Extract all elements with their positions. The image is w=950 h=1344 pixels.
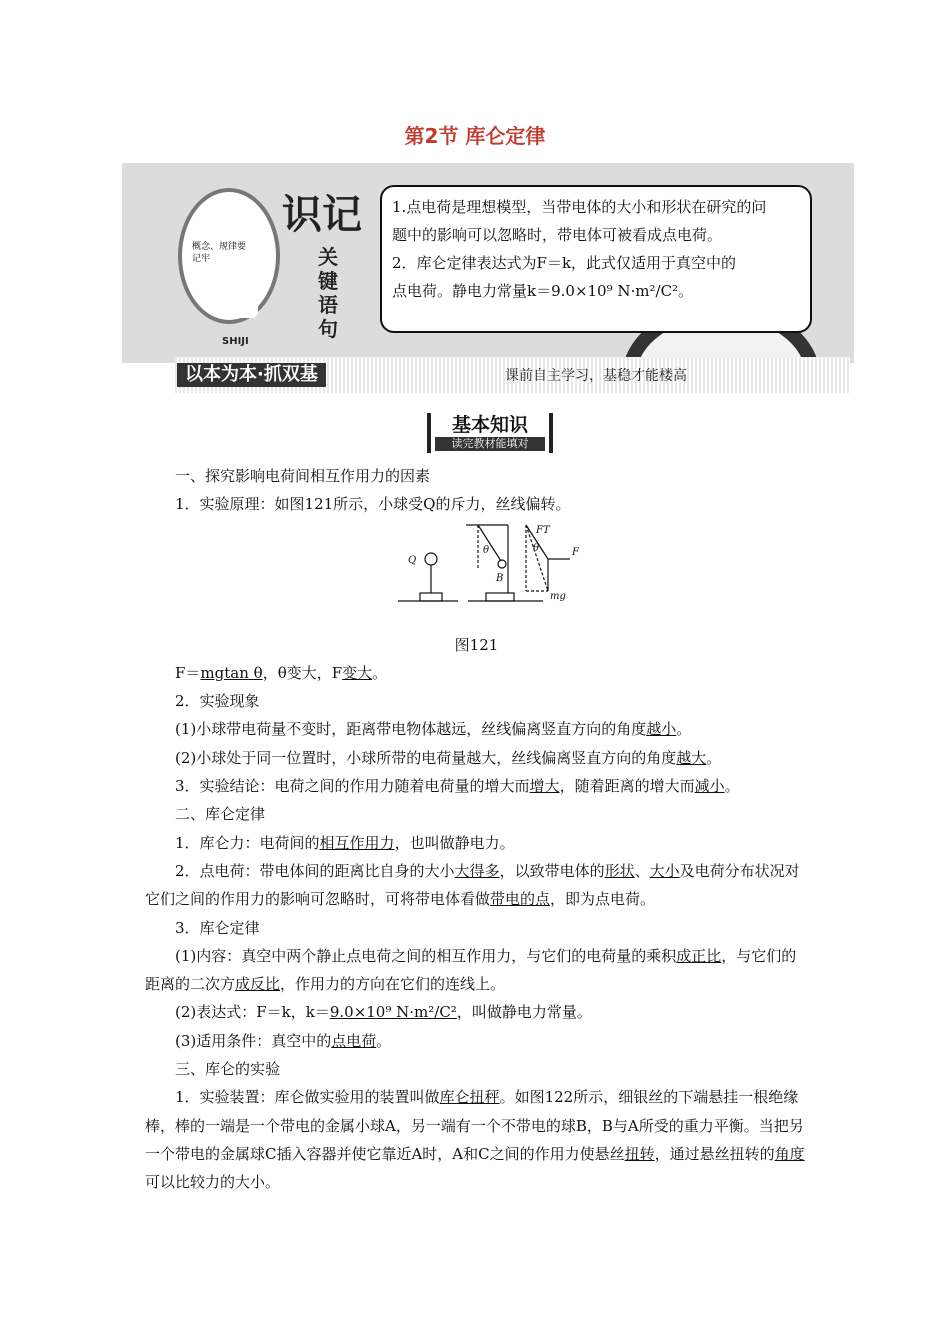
formula-line xyxy=(145,659,808,687)
answer-blank: mgtan θ xyxy=(200,663,263,682)
banner-heading: 识记 xyxy=(282,192,362,238)
text: ，即为点电荷。 xyxy=(550,890,656,909)
strip-right-label: 课前自主学习，基稳才能楼高 xyxy=(505,368,687,384)
heading-3: 三、库仑的实验 xyxy=(175,1060,281,1079)
text: (1)内容：真空中两个静止点电荷之间的相互作用力，与它们的电荷量的乘积 xyxy=(175,946,677,965)
paragraph xyxy=(145,998,808,1026)
text: (2)小球处于同一位置时，小球所带的电荷量越大，丝线偏离竖直方向的角度 xyxy=(175,748,677,767)
text: 1．实验装置：库仑做实验用的装置叫做 xyxy=(175,1088,440,1107)
page-title: 第2节 库仑定律 xyxy=(404,124,546,148)
section-header-subtitle: 读完教材能填对 xyxy=(435,437,545,451)
strip-left-label: 以本为本·抓双基 xyxy=(177,363,326,387)
key-sentence-line: 2．库仑定律表达式为F＝k，此式仅适用于真空中的 xyxy=(392,254,737,272)
text: 3．实验结论：电荷之间的作用力随着电荷量的增大而 xyxy=(175,777,530,796)
section-strip xyxy=(175,357,850,393)
text: 。 xyxy=(372,663,388,682)
paragraph xyxy=(145,829,808,857)
key-sentences-box xyxy=(380,185,812,333)
paragraph: 2．实验现象 xyxy=(175,692,260,711)
paragraph: 1．实验原理：如图121所示，小球受Q的斥力，丝线偏转。 xyxy=(175,495,571,514)
paragraph: 3．库仑定律 xyxy=(175,918,260,937)
paragraph: (3)适用条件：真空中的点电荷。 xyxy=(175,1031,392,1050)
paragraph: (1)小球带电荷量不变时，距离带电物体越远，丝线偏离竖直方向的角度越小。 xyxy=(175,720,692,739)
key-sentences-banner xyxy=(122,163,854,363)
label-b: B xyxy=(496,572,504,584)
text: 、 xyxy=(634,861,650,880)
section-header-title: 基本知识 xyxy=(451,414,528,436)
logo-text: SHIJI xyxy=(222,336,249,347)
answer-blank: 成正比 xyxy=(676,946,722,965)
label-theta-2: θ xyxy=(533,542,540,554)
paragraph xyxy=(145,942,808,999)
experiment-diagram xyxy=(398,521,588,627)
bubble-text: 概念、规律要记牢 xyxy=(192,242,247,264)
answer-blank: 成反比 xyxy=(235,975,281,994)
text: ，与它们的距离的二次方 xyxy=(145,946,797,994)
text: ，随着距离的增大而 xyxy=(559,777,695,796)
answer-blank: 库仑扭秤 xyxy=(439,1088,500,1107)
main-content xyxy=(145,462,808,1197)
answer-blank: 点电荷 xyxy=(331,1031,377,1050)
text: ，叫做静电力常量。 xyxy=(456,1003,592,1022)
text: 及电荷分布状况对它们之间的作用力的影响可忽略时，可将带电体看做 xyxy=(145,861,800,909)
answer-blank: 角度 xyxy=(774,1144,805,1163)
label-theta: θ xyxy=(483,544,490,556)
text: ，也叫做静电力。 xyxy=(394,833,515,852)
key-sentence-line: 1.点电荷是理想模型，当带电体的大小和形状在研究的问 xyxy=(392,198,767,216)
text: ，θ变大，F xyxy=(262,663,343,682)
heading-1: 一、探究影响电荷间相互作用力的因素 xyxy=(175,467,431,485)
answer-blank: 减小 xyxy=(694,777,725,796)
answer-blank: 形状 xyxy=(604,861,635,880)
paragraph xyxy=(145,857,808,914)
paragraph xyxy=(145,1083,808,1196)
label-q: Q xyxy=(408,554,417,566)
answer-blank: 增大 xyxy=(529,777,560,796)
person-icon xyxy=(232,258,258,318)
answer-blank: 扭转 xyxy=(624,1144,655,1163)
key-sentence-line: 点电荷。静电力常量k＝9.0×10⁹ N·m²/C²。 xyxy=(392,282,694,300)
answer-blank: 带电的点 xyxy=(490,890,551,909)
answer-blank: 大小 xyxy=(649,861,680,880)
text: 2．点电荷：带电体间的距离比自身的大小 xyxy=(175,861,455,880)
text: (1)小球带电荷量不变时，距离带电物体越远，丝线偏离竖直方向的角度 xyxy=(175,720,647,739)
text: 1．库仑力：电荷间的 xyxy=(175,833,320,852)
figure-caption: 图121 xyxy=(454,635,499,654)
banner-subheading: 关键语句 xyxy=(318,245,338,341)
section-header xyxy=(427,413,553,453)
answer-blank: 越大 xyxy=(676,748,707,767)
answer-blank: 大得多 xyxy=(454,861,500,880)
answer-blank: 变大 xyxy=(342,663,373,682)
text: 可以比较力的大小。 xyxy=(145,1173,281,1192)
heading-2: 二、库仑定律 xyxy=(175,805,266,824)
answer-blank: 越小 xyxy=(646,720,677,739)
label-mg: mg xyxy=(550,590,566,602)
answer-blank: 相互作用力 xyxy=(319,833,395,852)
text: ，作用力的方向在它们的连线上。 xyxy=(280,975,506,994)
label-ft: FT xyxy=(536,524,550,536)
text: 。如图122所示，细银丝的下端悬挂一根绝缘棒，棒的一端是一个带电的金属小球A，另一端有一个不带电的球B，B与A所受的重力平衡。当把另一个带电的金属球C插入容器并使它靠近A时，A和C之间的作用力使悬丝 xyxy=(145,1088,804,1163)
text: F＝ xyxy=(175,663,201,682)
text: (3)适用条件：真空中的 xyxy=(175,1031,332,1050)
answer-blank: 9.0×10⁹ N·m²/C² xyxy=(329,1003,457,1022)
text: ，通过悬丝扭转的 xyxy=(654,1144,775,1163)
text: ，以致带电体的 xyxy=(499,861,605,880)
text: (2)表达式：F＝k，k＝ xyxy=(175,1003,330,1022)
paragraph: (2)小球处于同一位置时，小球所带的电荷量越大，丝线偏离竖直方向的角度越大。 xyxy=(175,748,722,767)
figure-121 xyxy=(145,519,808,631)
key-sentence-line: 题中的影响可以忽略时，带电体可被看成点电荷。 xyxy=(392,226,723,244)
paragraph: 3．实验结论：电荷之间的作用力随着电荷量的增大而增大，随着距离的增大而减小。 xyxy=(175,777,740,796)
label-f: F xyxy=(572,546,579,558)
